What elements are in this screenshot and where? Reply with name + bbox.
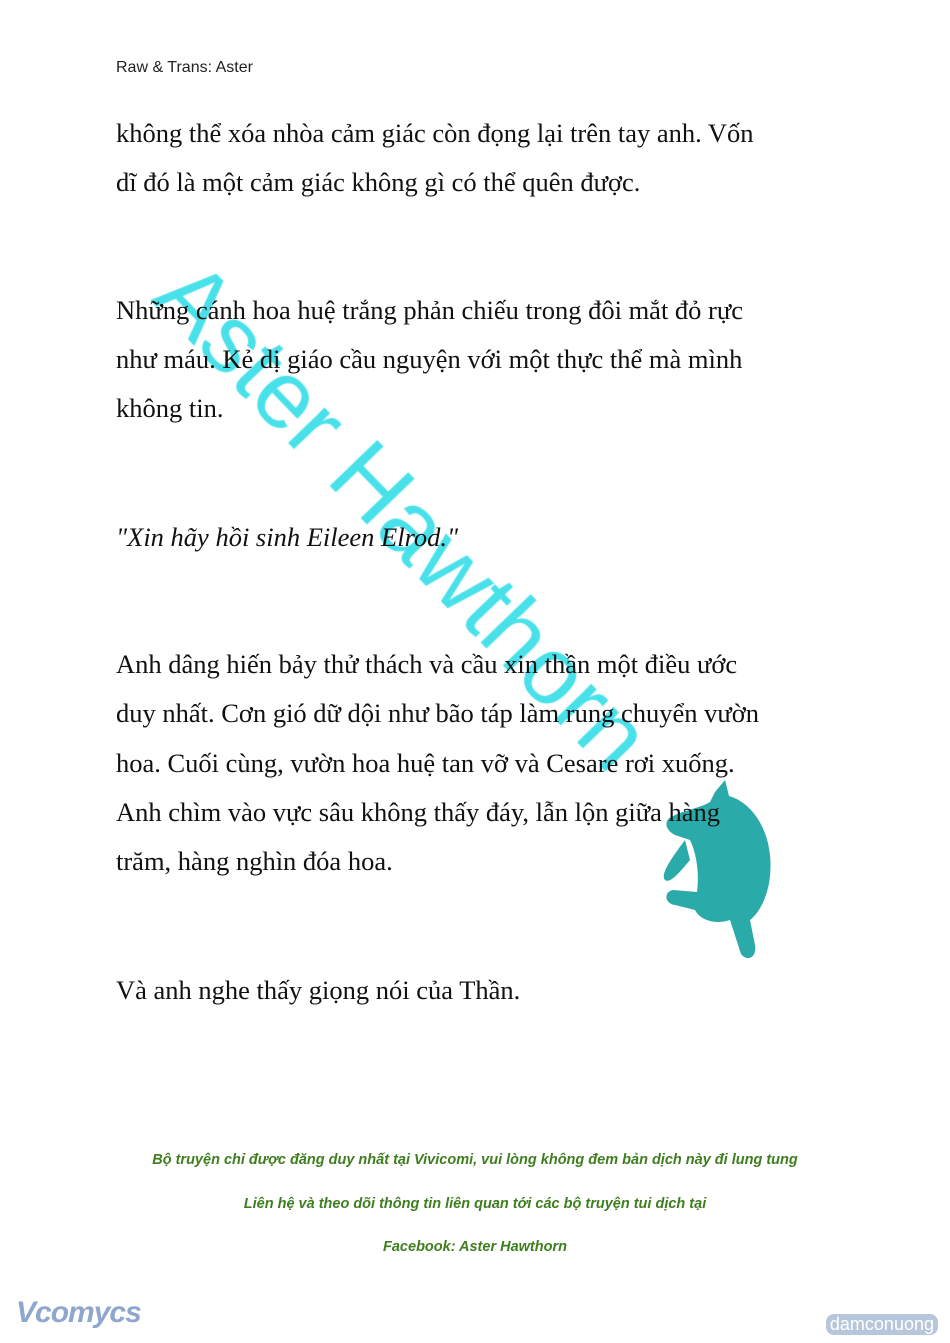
body-line: duy nhất. Cơn gió dữ dội như bão táp làm rung chuyển vườn	[116, 698, 759, 728]
body-line: không thể xóa nhòa cảm giác còn đọng lại trên tay anh. Vốn	[116, 118, 754, 148]
footer-notice: Bộ truyện chỉ được đăng duy nhất tại Vivicomi, vui lòng không đem bản dịch này đi lung tung	[152, 1152, 798, 1168]
body-line: trăm, hàng nghìn đóa hoa.	[116, 846, 393, 876]
body-line: Và anh nghe thấy giọng nói của Thần.	[116, 975, 521, 1005]
vcomycs-logo: Vcomycs	[16, 1296, 141, 1329]
page-header: Raw & Trans: Aster	[116, 59, 253, 76]
damconuong-logo: damconuong	[826, 1314, 938, 1335]
body-line: không tin.	[116, 393, 224, 423]
body-line: như máu. Kẻ dị giáo cầu nguyện với một thực thể mà mình	[116, 344, 743, 374]
body-line: Anh chìm vào vực sâu không thấy đáy, lẫn lộn giữa hàng	[116, 797, 720, 827]
footer-facebook: Facebook: Aster Hawthorn	[383, 1239, 567, 1255]
footer-contact: Liên hệ và theo dõi thông tin liên quan tới các bộ truyện tui dịch tại	[243, 1196, 707, 1212]
quote-line: "Xin hãy hồi sinh Eileen Elrod."	[116, 522, 459, 552]
body-line: Những cánh hoa huệ trắng phản chiếu trong đôi mắt đỏ rực	[116, 295, 744, 325]
body-line: Anh dâng hiến bảy thử thách và cầu xin thần một điều ước	[116, 649, 738, 679]
body-line: dĩ đó là một cảm giác không gì có thể quên được.	[116, 167, 641, 197]
body-line: hoa. Cuối cùng, vườn hoa huệ tan vỡ và Cesare rơi xuống.	[116, 748, 735, 778]
